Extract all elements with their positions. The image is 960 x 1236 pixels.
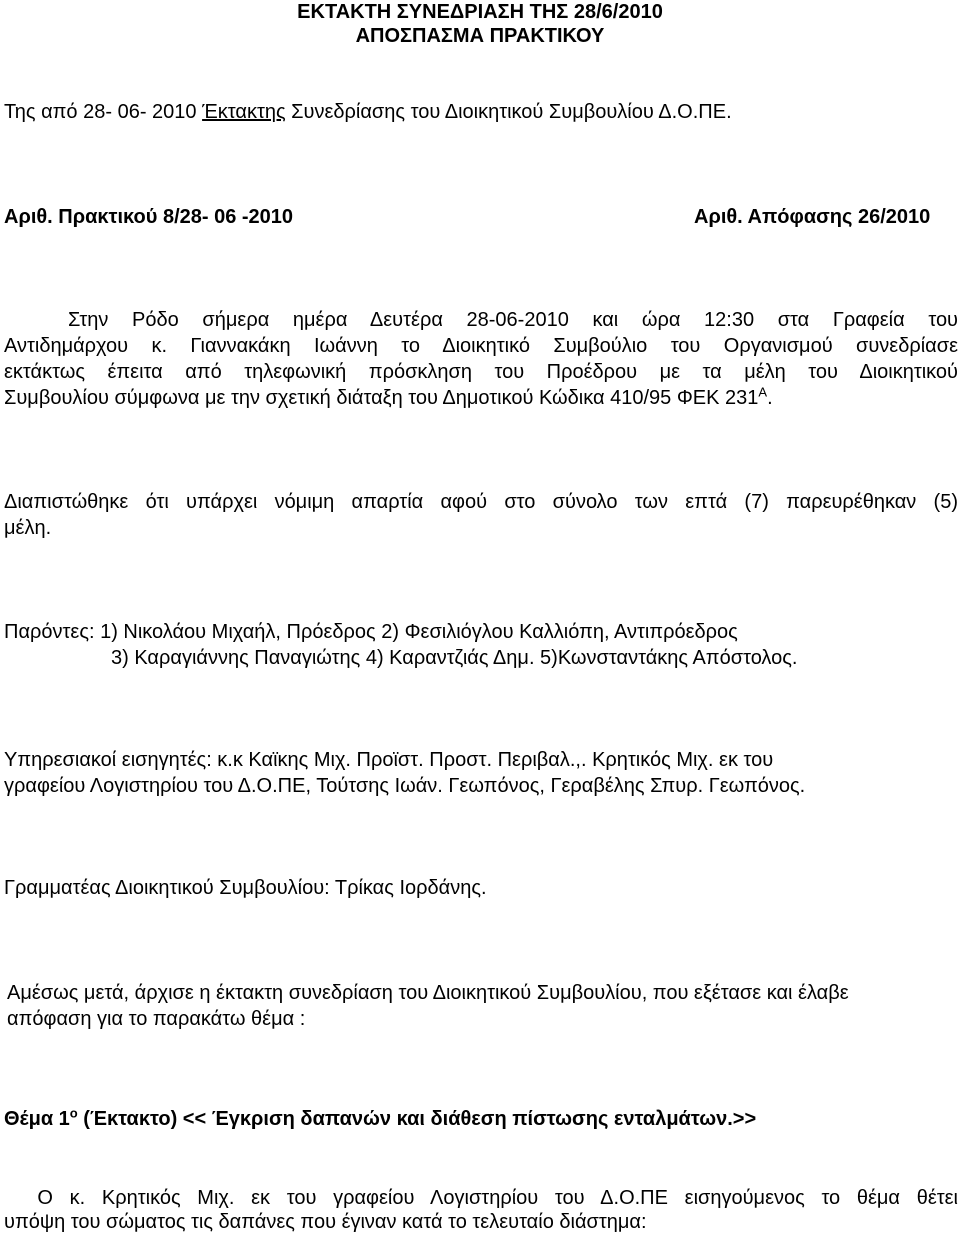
document-title: ΕΚΤΑΚΤΗ ΣΥΝΕΔΡΙΑΣΗ ΤΗΣ 28/6/2010: [297, 1, 663, 23]
secretary-line: Γραμματέας Διοικητικού Συμβουλίου: Τρίκας Ιορδάνης.: [4, 877, 487, 899]
meeting-paragraph-line-1: Στην Ρόδο σήμερα ημέρα Δευτέρα 28-06-2010 και ώρα 12:30 στα Γραφεία του: [68, 309, 958, 331]
meeting-paragraph-line-4-text: Συμβουλίου σύμφωνα με την σχετική διάταξη του Δημοτικού Κώδικα 410/95 ΦΕΚ 231: [4, 387, 759, 409]
meeting-paragraph-line-2: Αντιδημάρχου κ. Γιαννακάκη Ιωάννη το Διοικητικό Συμβούλιο του Οργανισμού συνεδρίασε: [4, 335, 958, 357]
topic-heading-post: (Έκτακτο) << Έγκριση δαπανών και διάθεση πίστωσης ενταλμάτων.>>: [77, 1108, 757, 1130]
quorum-line-1: Διαπιστώθηκε ότι υπάρχει νόμιμη απαρτία αφού στο σύνολο των επτά (7) παρευρέθηκαν (5): [4, 491, 958, 513]
topic-heading: [4, 1107, 756, 1131]
rapporteurs-line-1: Υπηρεσιακοί εισηγητές: κ.κ Καϊκης Μιχ. Προϊστ. Προστ. Περιβαλ.,. Κρητικός Μιχ. εκ του: [4, 749, 774, 771]
meeting-paragraph-line-3: εκτάκτως έπειτα από τηλεφωνική πρόσκληση του Προέδρου με τα μέλη του Διοικητικού: [4, 361, 958, 383]
intro-line: [4, 100, 732, 124]
start-line-2: απόφαση για το παρακάτω θέμα :: [7, 1008, 306, 1030]
topic-superscript: ο: [69, 1105, 78, 1121]
meeting-paragraph-line-4: [4, 386, 773, 410]
quorum-line-2: μέλη.: [4, 517, 52, 539]
superscript-a: Α: [758, 384, 768, 400]
present-line-1: Παρόντες: 1) Νικολάου Μιχαήλ, Πρόεδρος 2) Φεσιλιόγλου Καλλιόπη, Αντιπρόεδρος: [4, 621, 738, 643]
rapporteurs-line-2: γραφείου Λογιστηρίου του Δ.Ο.ΠΕ, Τούτσης Ιωάν. Γεωπόνος, Γεραβέλης Σπυρ. Γεωπόνος.: [4, 775, 806, 797]
closing-line-2: υπόψη του σώματος τις δαπάνες που έγιναν κατά το τελευταίο διάστημα:: [4, 1211, 647, 1233]
intro-post: Συνεδρίασης του Διοικητικού Συμβουλίου Δ.Ο.ΠΕ.: [285, 101, 732, 123]
present-line-2: 3) Καραγιάννης Παναγιώτης 4) Καραντζιάς Δημ. 5)Κωνσταντάκης Απόστολος.: [111, 647, 798, 669]
start-line-1: Αμέσως μετά, άρχισε η έκτακτη συνεδρίαση του Διοικητικού Συμβουλίου, που εξέτασε και έλαβε: [7, 982, 849, 1004]
meeting-paragraph-line-4-end: .: [767, 387, 773, 409]
topic-heading-pre: Θέμα 1: [4, 1108, 70, 1130]
minutes-number: Αριθ. Πρακτικού 8/28- 06 -2010: [4, 206, 294, 228]
closing-line-1: Ο κ. Κρητικός Μιχ. εκ του γραφείου Λογιστηρίου του Δ.Ο.ΠΕ εισηγούμενος το θέμα θέτει: [4, 1187, 958, 1209]
document-subtitle: ΑΠΟΣΠΑΣΜΑ ΠΡΑΚΤΙΚΟΥ: [355, 25, 605, 47]
decision-number: Αριθ. Απόφασης 26/2010: [694, 206, 931, 228]
intro-pre: Της από 28- 06- 2010: [4, 101, 203, 123]
intro-underlined: Έκτακτης: [202, 101, 286, 123]
